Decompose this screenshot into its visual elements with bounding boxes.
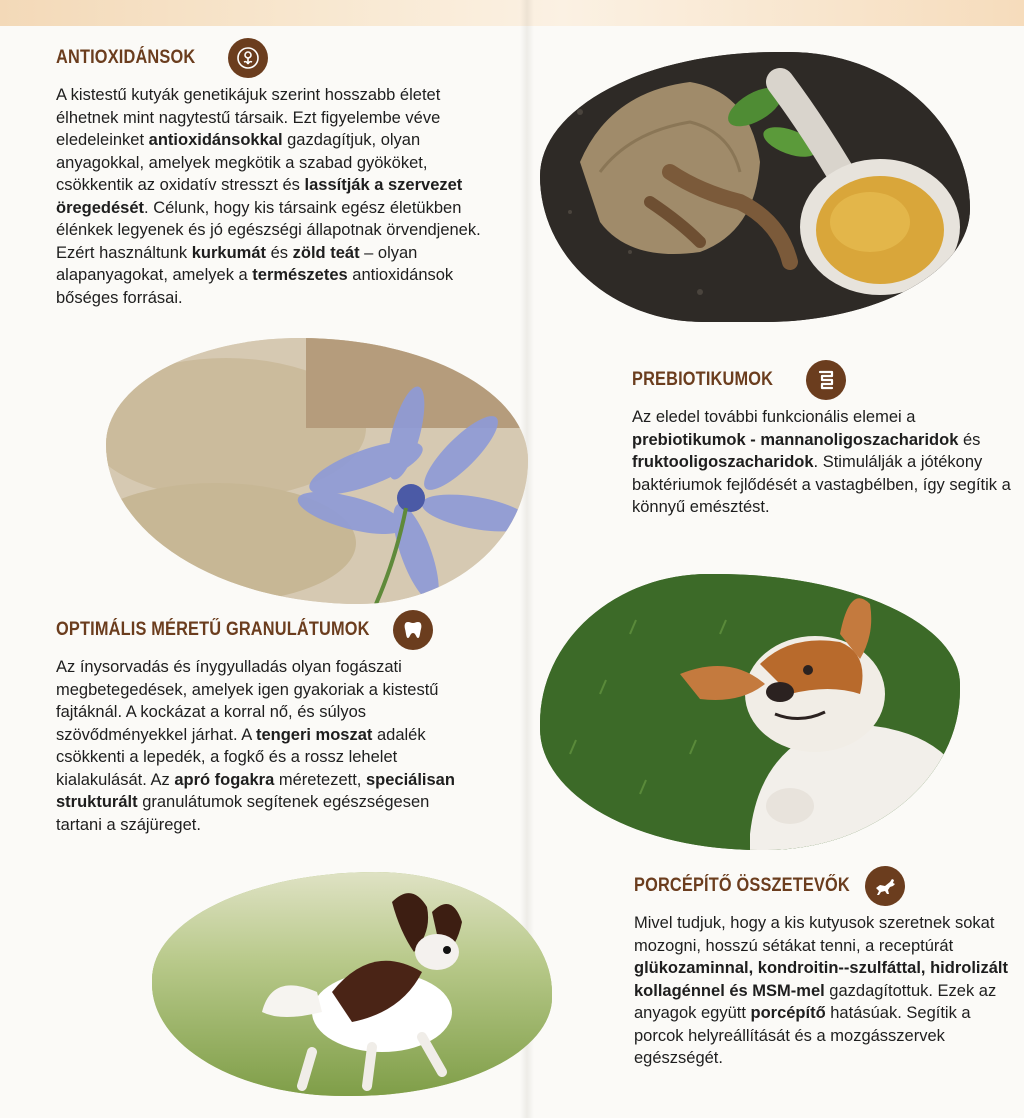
text-run: – olyan alapanyagokat, amelyek a xyxy=(56,243,418,284)
text-run: és xyxy=(266,243,293,262)
section-text xyxy=(56,656,456,836)
section-title: OPTIMÁLIS MÉRETŰ GRANULÁTUMOK xyxy=(56,619,370,640)
bold-text-run: prebiotikumok - mannanoligoszacharidok xyxy=(632,430,959,449)
section-text xyxy=(632,406,1022,519)
section-header xyxy=(634,866,1024,906)
section-text xyxy=(56,84,496,309)
text-run: Az ínysorvadás és ínygyulladás olyan fogászati megbetegedések, amelyek igen gyakoriak a kistestű fajtáknál. A kockázat a korral nő, és súlyos szövődményekkel járhat. A xyxy=(56,658,439,744)
bold-text-run: speciálisan strukturált xyxy=(56,770,455,811)
bold-text-run: természetes xyxy=(252,266,348,284)
text-run: Az eledel további funkcionális elemei a xyxy=(632,408,916,426)
bold-text-run: glükozaminnal, kondroitin--szulfáttal, hidrolizált kollagénnel és MSM-mel xyxy=(634,959,1009,1000)
bold-text-run: lassítják a szervezet öregedését xyxy=(56,176,463,217)
text-run: gazdagítottuk. Ezek az anyagok együtt xyxy=(634,981,997,1022)
text-run: adalék csökkenti a lepedék, a fogkő és a rossz lehelet kialakulását. Az xyxy=(56,725,426,789)
section-title: PORCÉPÍTŐ ÖSSZETEVŐK xyxy=(634,875,850,896)
image-dog-lying-grass xyxy=(540,574,960,850)
bold-text-run: apró fogakra xyxy=(174,770,275,789)
text-run: antioxidánsok bőséges forrásai. xyxy=(56,266,454,307)
bold-text-run: zöld teát xyxy=(292,243,360,262)
image-chicory xyxy=(106,338,528,604)
text-run: granulátumok segítenek egészségesen tartani a szájüreget. xyxy=(56,793,430,834)
image-running-papillon xyxy=(152,872,552,1096)
text-run: A kistestű kutyák genetikájuk szerint hosszabb életet élhetnek mint nagytestű társaik. Ezt figyelembe véve eledeleinket xyxy=(56,86,441,149)
section-text xyxy=(634,912,1024,1070)
text-run: és xyxy=(958,430,981,449)
text-run: Mivel tudjuk, hogy a kis kutyusok szeretnek sokat mozogni, hosszú sétákat tenni, a receptúrát xyxy=(634,914,995,955)
section-header xyxy=(56,38,496,78)
section-header xyxy=(56,610,456,650)
bold-text-run: antioxidánsokkal xyxy=(148,131,283,149)
section-antioxidants xyxy=(56,38,496,309)
section-granules xyxy=(56,610,456,836)
section-joints xyxy=(634,866,1024,1070)
section-title: ANTIOXIDÁNSOK xyxy=(56,47,196,68)
section-title: PREBIOTIKUMOK xyxy=(632,369,774,390)
flower-circle-icon xyxy=(228,38,268,78)
section-header xyxy=(632,360,1022,400)
text-run: gazdagítjuk, olyan anyagokkal, amelyek megkötik a szabad gyököket, csökkentik az oxidatív stresszt és xyxy=(56,131,428,194)
tooth-icon xyxy=(393,610,433,650)
text-run: . Célunk, hogy kis társaink egész életükben élénkek legyenek és jó egészségi állapotnak örvendjenek. Ezért használtunk xyxy=(56,198,481,262)
running-dog-icon xyxy=(865,866,905,906)
text-run: . Stimulálják a jótékony baktériumok fejlődését a vastagbélben, így segítik a könnyű emésztést. xyxy=(632,453,1011,516)
intestine-icon xyxy=(806,360,846,400)
text-run: hatásúak. Segítik a porcok helyreállítását és a mozgásszervek egészségét. xyxy=(634,1004,971,1067)
bold-text-run: porcépítő xyxy=(750,1004,826,1022)
image-turmeric xyxy=(540,52,970,322)
top-color-band xyxy=(0,0,1024,26)
bold-text-run: fruktooligoszacharidok xyxy=(632,453,814,471)
section-prebiotics xyxy=(632,360,1022,519)
bold-text-run: tengeri moszat xyxy=(255,725,373,744)
text-run: méretezett, xyxy=(274,770,366,789)
bold-text-run: kurkumát xyxy=(191,243,267,262)
